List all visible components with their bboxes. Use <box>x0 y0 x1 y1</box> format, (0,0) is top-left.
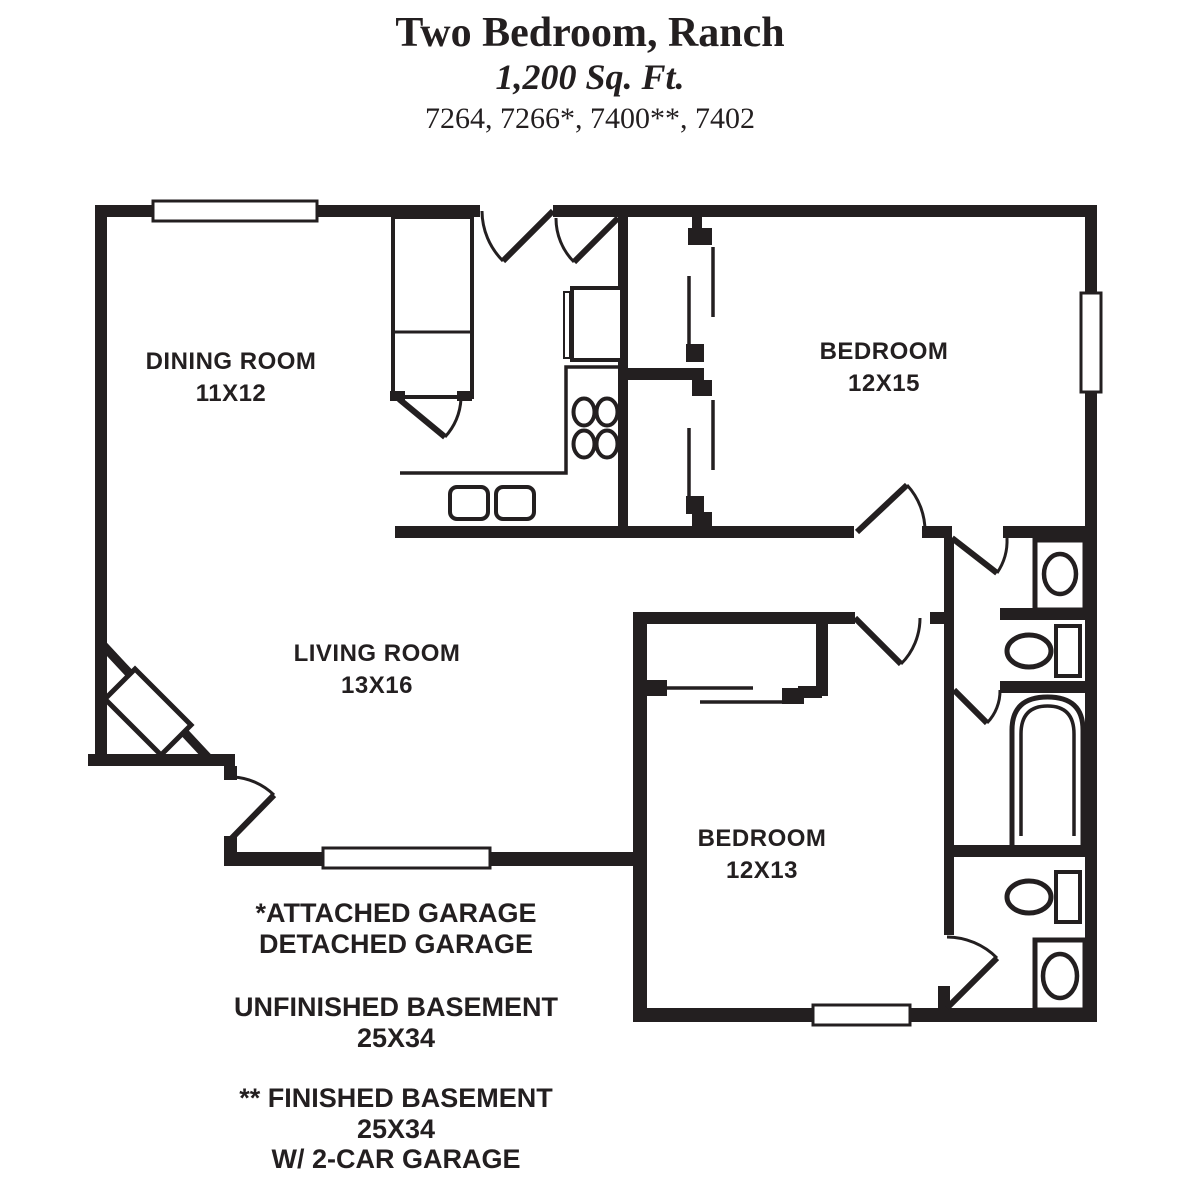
wall-top-right <box>553 205 1097 217</box>
pantry-jamb <box>457 391 472 401</box>
bathroom2-fixtures <box>1007 872 1085 1010</box>
wall-bath1-top <box>1003 526 1085 538</box>
door-swing-icon-pantry <box>399 399 461 437</box>
door-swing-icon-top-entry <box>482 211 553 261</box>
window-icon-bedroom2 <box>813 1005 910 1025</box>
door-swing-icon-bath2 <box>947 937 997 1008</box>
range-burner-icon <box>574 399 595 426</box>
closet-jamb <box>692 380 712 396</box>
note-2-car-garage: W/ 2-CAR GARAGE <box>271 1144 521 1174</box>
note-attached-garage: *ATTACHED GARAGE <box>255 898 537 928</box>
refrigerator-door-line <box>564 292 570 358</box>
pantry-icon <box>393 217 472 397</box>
interior-walls <box>395 217 1085 1012</box>
sink-icon <box>1044 554 1076 594</box>
door-swing-icon-kitchen <box>556 218 618 262</box>
closet-jamb <box>798 686 822 698</box>
door-swing-icon-front-entry <box>230 777 274 840</box>
toilet-icon <box>1007 635 1051 667</box>
door-swing-icon-bedroom2 <box>855 618 920 664</box>
closet-jamb <box>688 228 712 245</box>
toilet-tank-icon <box>1056 626 1080 676</box>
bathtub-inner-line <box>1021 706 1074 836</box>
note-finished-basement-dims: 25X34 <box>356 1114 436 1144</box>
room-label-living: LIVING ROOM <box>293 640 461 667</box>
footnotes <box>234 898 559 1174</box>
closet-jamb <box>692 512 712 528</box>
toilet-icon <box>1007 881 1051 913</box>
range-burner-icon <box>574 431 595 458</box>
door-swing-icon-bedroom1 <box>857 485 925 532</box>
wall-closet2-right <box>816 612 828 696</box>
title-block <box>395 10 784 135</box>
closet-bypass-doors-bedroom2 <box>633 680 822 704</box>
window-icon-living <box>323 848 490 868</box>
room-dims-dining: 11X12 <box>195 380 267 407</box>
range-burner-icon <box>597 431 618 458</box>
room-label-dining: DINING ROOM <box>145 348 317 375</box>
room-label-bedroom2: BEDROOM <box>697 825 827 852</box>
room-label-bedroom1: BEDROOM <box>819 338 949 365</box>
page-title: Two Bedroom, Ranch <box>395 10 785 56</box>
window-icon-bedroom1 <box>1081 293 1101 392</box>
note-unfinished-basement: UNFINISHED BASEMENT <box>233 992 559 1022</box>
wall-left <box>95 205 107 765</box>
wall-closet1-divider <box>628 368 704 380</box>
room-dims-bedroom2: 12X13 <box>726 857 798 884</box>
kitchen-sink-bowl-icon <box>496 487 534 519</box>
wall-kitchen-bottom <box>395 526 854 538</box>
closet-jamb <box>686 496 704 514</box>
wall-bath-divider <box>944 845 1085 857</box>
wall-stub-bedroom2 <box>930 612 954 624</box>
wall-bedroom2-left <box>633 612 647 1022</box>
range-burner-icon <box>597 399 618 426</box>
fireplace-icon <box>105 669 191 755</box>
door-swing-icon-bath1 <box>952 538 1007 573</box>
toilet-tank-icon <box>1056 872 1080 922</box>
wall-kitchen-right <box>618 217 628 528</box>
kitchen-fixtures <box>390 217 622 519</box>
wall-bath2-left <box>944 857 954 935</box>
door-swing-icon-tub-compartment <box>954 690 1000 723</box>
pantry-jamb <box>390 391 405 401</box>
closet-jamb <box>686 344 704 362</box>
wall-tub-compartment-top <box>1000 681 1085 693</box>
note-unfinished-basement-dims: 25X34 <box>356 1023 436 1053</box>
sink-icon <box>1043 954 1077 998</box>
refrigerator-icon <box>572 288 622 360</box>
room-dims-living: 13X16 <box>341 672 413 699</box>
note-detached-garage: DETACHED GARAGE <box>258 929 534 959</box>
unit-numbers: 7264, 7266*, 7400**, 7402 <box>425 102 755 135</box>
note-finished-basement: ** FINISHED BASEMENT <box>239 1083 553 1113</box>
room-dims-bedroom1: 12X15 <box>848 370 920 397</box>
window-icon-dining <box>153 201 317 221</box>
kitchen-sink-bowl-icon <box>450 487 488 519</box>
page-subtitle-sqft: 1,200 Sq. Ft. <box>495 57 685 97</box>
